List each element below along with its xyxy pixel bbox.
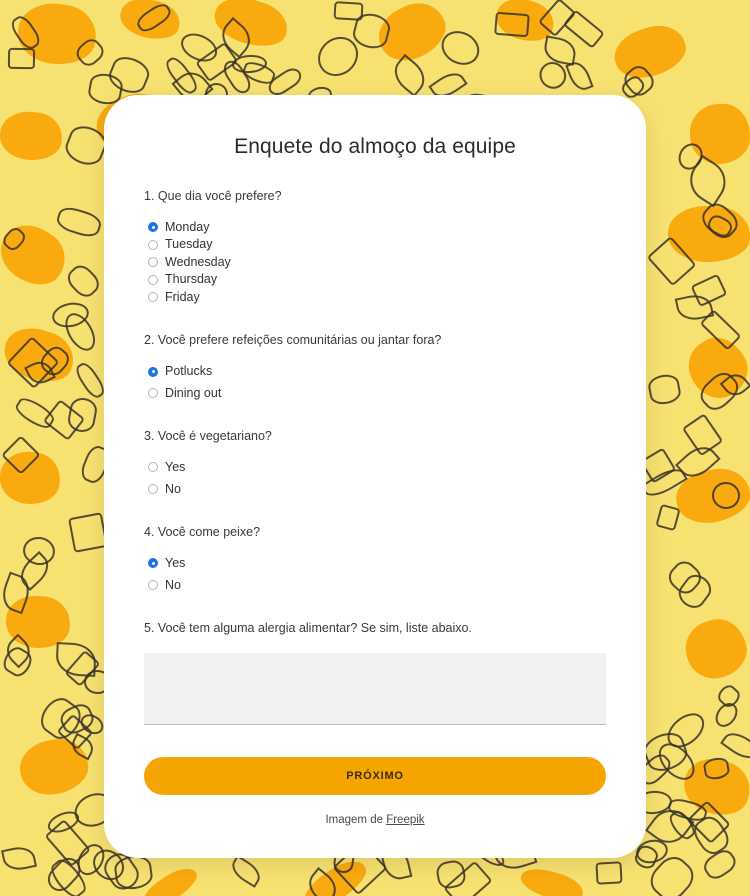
option-thursday[interactable] [148,273,606,286]
option-label: Potlucks [165,364,213,379]
radio-icon[interactable] [148,257,158,267]
image-credit [144,814,606,826]
radio-icon[interactable] [148,367,158,377]
option-label: No [165,481,181,496]
option-label: Wednesday [165,254,231,269]
question-1-options [144,221,606,304]
question-3-options [144,461,606,495]
radio-icon[interactable] [148,558,158,568]
option-tuesday[interactable] [148,238,606,251]
question-2-text: 2. Você prefere refeições comunitárias ou jantar fora? [144,333,442,348]
option-wednesday[interactable] [148,256,606,269]
question-1-text: 1. Que dia você prefere? [144,189,282,203]
radio-icon[interactable] [148,275,158,285]
option-label: No [165,577,181,592]
option-friday[interactable] [148,291,606,304]
question-1 [144,188,606,303]
allergies-textarea[interactable] [144,653,606,725]
question-4-options [144,557,606,591]
next-button[interactable]: PRÓXIMO [144,757,606,795]
option-label: Thursday [165,272,218,287]
question-2 [144,332,606,399]
credit-prefix: Imagem de [325,813,387,826]
question-4-text: 4. Você come peixe? [144,525,261,540]
option-fish-yes[interactable] [148,557,606,570]
radio-icon[interactable] [148,580,158,590]
freepik-link[interactable]: Freepik [386,813,425,826]
option-label: Tuesday [165,237,213,252]
radio-icon[interactable] [148,292,158,302]
radio-icon[interactable] [148,484,158,494]
option-potlucks[interactable] [148,365,606,378]
option-vegetarian-yes[interactable] [148,461,606,474]
radio-icon[interactable] [148,240,158,250]
question-3 [144,428,606,495]
radio-icon[interactable] [148,388,158,398]
option-vegetarian-no[interactable] [148,483,606,496]
survey-card [104,95,646,858]
option-label: Yes [165,556,186,570]
option-label: Friday [165,289,200,304]
question-5 [144,620,606,725]
option-monday[interactable] [148,221,606,234]
radio-icon[interactable] [148,462,158,472]
option-label: Monday [165,219,210,234]
radio-icon[interactable] [148,222,158,232]
option-label: Dining out [165,385,222,400]
question-2-options [144,365,606,399]
option-dining-out[interactable] [148,387,606,400]
question-5-text: 5. Você tem alguma alergia alimentar? Se sim, liste abaixo. [144,621,472,635]
question-4 [144,524,606,591]
option-fish-no[interactable] [148,579,606,592]
question-3-text: 3. Você é vegetariano? [144,429,272,444]
option-label: Yes [165,460,186,475]
page-title: Enquete do almoço da equipe [234,135,516,158]
